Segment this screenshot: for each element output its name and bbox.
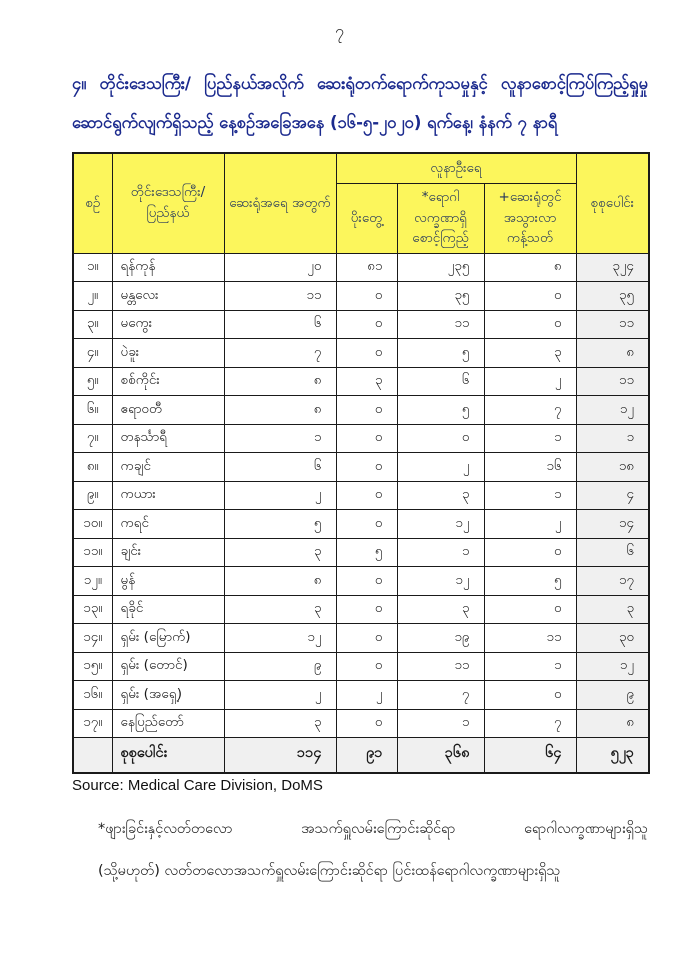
region-patient-table: [72, 152, 650, 774]
footnotes: [98, 808, 648, 892]
table-row: [73, 567, 649, 596]
total-symptomatic: ၃၆၈: [397, 738, 484, 773]
symptomatic-count: ၀: [397, 424, 484, 453]
restricted-count: ၇: [484, 396, 576, 425]
row-total: ၁: [576, 424, 649, 453]
row-number: ၉။: [73, 481, 112, 510]
report-title-line-2: ဆောင်ရွက်လျက်ရှိသည့် နေ့စဉ်အခြေအနေ (၁၆-၅-၂၀၂၀) ရက်နေ့၊ နံနက် ၇ နာရီ: [72, 113, 558, 132]
row-number: ၁၄။: [73, 624, 112, 653]
positive-count: ၀: [336, 510, 397, 539]
header-no: စဉ်: [73, 153, 112, 253]
hospitals-count: ၃: [224, 538, 336, 567]
row-total: ၈: [576, 709, 649, 738]
symptomatic-count: ၅: [397, 396, 484, 425]
restricted-count: ၀: [484, 681, 576, 710]
header-hospitals: ဆေးရုံအရေ အတွက်: [224, 153, 336, 253]
row-total: ၁၄: [576, 510, 649, 539]
row-number: ၁၂။: [73, 567, 112, 596]
restricted-count: ၁၁: [484, 624, 576, 653]
hospitals-count: ၈: [224, 567, 336, 596]
symptomatic-count: ၁၂: [397, 510, 484, 539]
row-total: ၁၂: [576, 396, 649, 425]
row-total: ၈: [576, 339, 649, 368]
header-region: တိုင်းဒေသကြီး/ ပြည်နယ်: [112, 153, 224, 253]
symptomatic-count: ၂၃၅: [397, 253, 484, 282]
row-number: ၁၆။: [73, 681, 112, 710]
symptomatic-count: ၁: [397, 538, 484, 567]
table-row: [73, 424, 649, 453]
hospitals-count: ၁၂: [224, 624, 336, 653]
hospitals-count: ၈: [224, 396, 336, 425]
row-number: ၁။: [73, 253, 112, 282]
positive-count: ၀: [336, 624, 397, 653]
hospitals-count: ၂: [224, 481, 336, 510]
table-row: [73, 709, 649, 738]
hospitals-count: ၃: [224, 595, 336, 624]
row-total: ၁၂: [576, 652, 649, 681]
restricted-count: ၀: [484, 310, 576, 339]
table-footer: [73, 738, 649, 773]
positive-count: ၂: [336, 681, 397, 710]
header-patients-group: လူနာဦးရေ: [336, 153, 576, 183]
restricted-count: ၇: [484, 709, 576, 738]
symptomatic-count: ၃၅: [397, 282, 484, 311]
symptomatic-count: ၃: [397, 481, 484, 510]
row-number: ၆။: [73, 396, 112, 425]
row-number: ၁၁။: [73, 538, 112, 567]
row-total: ၄: [576, 481, 649, 510]
positive-count: ၀: [336, 396, 397, 425]
positive-count: ၀: [336, 424, 397, 453]
header-positive: ပိုးတွေ့: [336, 183, 397, 253]
symptomatic-count: ၆: [397, 367, 484, 396]
region-name: ကချင်: [112, 453, 224, 482]
row-number: ၇။: [73, 424, 112, 453]
grand-total: ၅၂၃: [576, 738, 649, 773]
header-total: စုစုပေါင်း: [576, 153, 649, 253]
positive-count: ၀: [336, 282, 397, 311]
table-row: [73, 282, 649, 311]
restricted-count: ၁: [484, 424, 576, 453]
table-row: [73, 453, 649, 482]
row-total: ၃: [576, 595, 649, 624]
region-name: နေပြည်တော်: [112, 709, 224, 738]
symptomatic-count: ၁၁: [397, 310, 484, 339]
region-name: ရှမ်း (အရှေ့): [112, 681, 224, 710]
region-name: မွန်: [112, 567, 224, 596]
row-total: ၁၈: [576, 453, 649, 482]
restricted-count: ၀: [484, 538, 576, 567]
hospitals-count: ၆: [224, 310, 336, 339]
positive-count: ၀: [336, 567, 397, 596]
row-number: ၅။: [73, 367, 112, 396]
hospitals-count: ၇: [224, 339, 336, 368]
table-row: [73, 481, 649, 510]
positive-count: ၀: [336, 310, 397, 339]
positive-count: ၀: [336, 595, 397, 624]
table-row: [73, 510, 649, 539]
restricted-count: ၅: [484, 567, 576, 596]
hospitals-count: ၆: [224, 453, 336, 482]
footnote-line-1: *ဖျားခြင်းနှင့်လတ်တလော အသက်ရှူလမ်းကြောင်းဆိုင်ရာ ရောဂါလက္ခဏာများရှိသူ: [98, 820, 648, 837]
table-row: [73, 367, 649, 396]
row-total: ၃၅: [576, 282, 649, 311]
region-name: ရှမ်း (တောင်): [112, 652, 224, 681]
source-line: Source: Medical Care Division, DoMS: [72, 776, 323, 794]
positive-count: ၀: [336, 339, 397, 368]
table-row: [73, 339, 649, 368]
symptomatic-count: ၂: [397, 453, 484, 482]
table-row: [73, 538, 649, 567]
hospitals-count: ၅: [224, 510, 336, 539]
table-row: [73, 681, 649, 710]
total-row-blank: [73, 738, 112, 773]
row-total: ၆: [576, 538, 649, 567]
row-total: ၁၁: [576, 310, 649, 339]
positive-count: ၅: [336, 538, 397, 567]
restricted-count: ၂: [484, 510, 576, 539]
positive-count: ၀: [336, 709, 397, 738]
region-name: ဧရာဝတီ: [112, 396, 224, 425]
total-hospitals: ၁၁၄: [224, 738, 336, 773]
table-row: [73, 253, 649, 282]
table-row: [73, 396, 649, 425]
positive-count: ၀: [336, 652, 397, 681]
total-row-label: စုစုပေါင်း: [112, 738, 224, 773]
header-symptomatic: *ရောဂါ လက္ခဏာရှိ စောင့်ကြည့်: [397, 183, 484, 253]
restricted-count: ၀: [484, 282, 576, 311]
region-name: ချင်း: [112, 538, 224, 567]
row-total: ၃၀: [576, 624, 649, 653]
row-total: ၉: [576, 681, 649, 710]
region-name: မကွေး: [112, 310, 224, 339]
hospitals-count: ၁: [224, 424, 336, 453]
row-number: ၁၀။: [73, 510, 112, 539]
row-total: ၁၁: [576, 367, 649, 396]
restricted-count: ၃: [484, 339, 576, 368]
hospitals-count: ၉: [224, 652, 336, 681]
total-row: [73, 738, 649, 773]
row-total: ၁၇: [576, 567, 649, 596]
symptomatic-count: ၁: [397, 709, 484, 738]
symptomatic-count: ၇: [397, 681, 484, 710]
hospitals-count: ၈: [224, 367, 336, 396]
hospitals-count: ၂: [224, 681, 336, 710]
total-restricted: ၆၄: [484, 738, 576, 773]
row-number: ၁၅။: [73, 652, 112, 681]
region-name: ကယား: [112, 481, 224, 510]
hospitals-count: ၃: [224, 709, 336, 738]
hospitals-count: ၁၁: [224, 282, 336, 311]
restricted-count: ၂: [484, 367, 576, 396]
footnote-line-2: (သို့မဟုတ်) လတ်တလောအသက်ရှူလမ်းကြောင်းဆိုင်ရာ ပြင်းထန်ရောဂါလက္ခဏာများရှိသူ: [98, 862, 561, 879]
total-positive: ၉၁: [336, 738, 397, 773]
region-name: ရှမ်း (မြောက်): [112, 624, 224, 653]
positive-count: ၀: [336, 453, 397, 482]
table-row: [73, 595, 649, 624]
restricted-count: ၁: [484, 652, 576, 681]
table-row: [73, 310, 649, 339]
region-name: ပဲခူး: [112, 339, 224, 368]
header-restricted: +ဆေးရုံတွင် အသွားလာ ကန့်သတ်: [484, 183, 576, 253]
symptomatic-count: ၁၉: [397, 624, 484, 653]
row-number: ၂။: [73, 282, 112, 311]
table-row: [73, 624, 649, 653]
symptomatic-count: ၃: [397, 595, 484, 624]
region-name: စစ်ကိုင်း: [112, 367, 224, 396]
row-number: ၁၃။: [73, 595, 112, 624]
restricted-count: ၁: [484, 481, 576, 510]
symptomatic-count: ၁၂: [397, 567, 484, 596]
restricted-count: ၈: [484, 253, 576, 282]
report-title-line-1: ၄။ တိုင်းဒေသကြီး/ ပြည်နယ်အလိုက် ဆေးရုံတက်ရောက်ကုသမှုနှင့် လူနာစောင့်ကြပ်ကြည့်ရှုမှု: [72, 74, 648, 93]
table-body: [73, 253, 649, 738]
row-total: ၃၂၄: [576, 253, 649, 282]
positive-count: ၈၁: [336, 253, 397, 282]
table-header: [73, 153, 649, 253]
region-name: ရန်ကုန်: [112, 253, 224, 282]
row-number: ၁၇။: [73, 709, 112, 738]
row-number: ၈။: [73, 453, 112, 482]
symptomatic-count: ၅: [397, 339, 484, 368]
positive-count: ၃: [336, 367, 397, 396]
positive-count: ၀: [336, 481, 397, 510]
region-name: တနင်္သာရီ: [112, 424, 224, 453]
table-row: [73, 652, 649, 681]
page-number: ၇: [335, 21, 344, 40]
region-name: မန္တလေး: [112, 282, 224, 311]
region-name: ရခိုင်: [112, 595, 224, 624]
row-number: ၃။: [73, 310, 112, 339]
restricted-count: ၀: [484, 595, 576, 624]
region-name: ကရင်: [112, 510, 224, 539]
row-number: ၄။: [73, 339, 112, 368]
report-title: [72, 64, 648, 142]
restricted-count: ၁၆: [484, 453, 576, 482]
symptomatic-count: ၁၁: [397, 652, 484, 681]
hospitals-count: ၂၀: [224, 253, 336, 282]
